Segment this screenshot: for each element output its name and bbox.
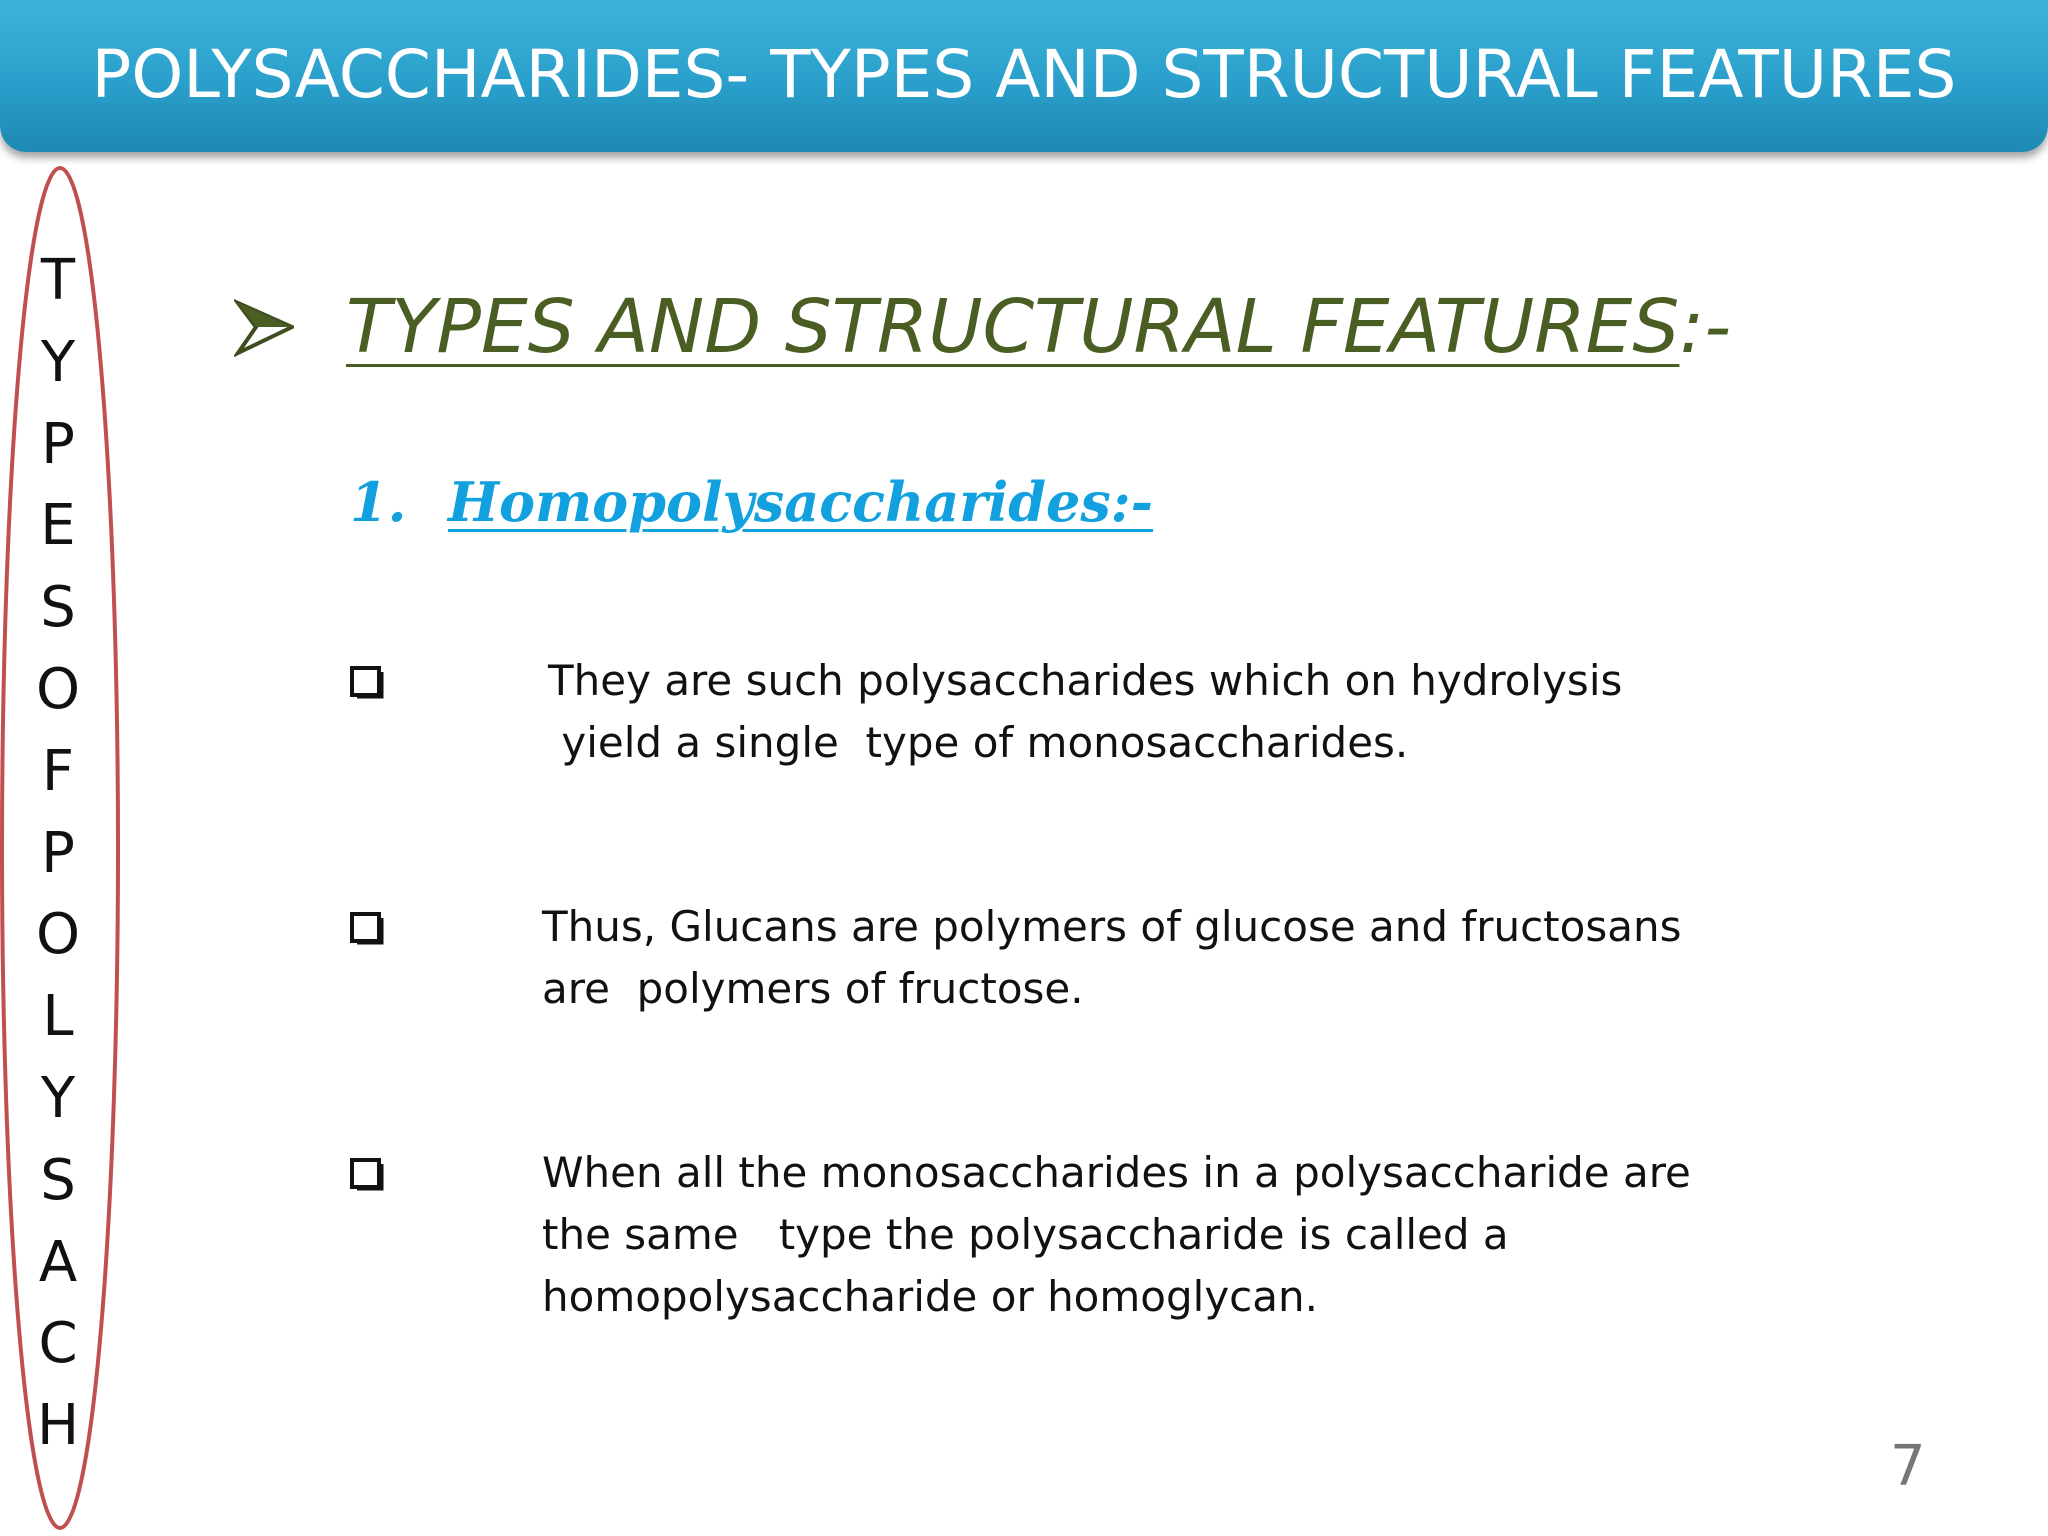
bullet-line: homopolysaccharide or homoglycan. [542,1272,1318,1321]
section-heading: TYPES AND STRUCTURAL FEATURES [346,284,1680,370]
sidebar-letter: C [38,1311,78,1377]
bullet-text [542,896,1681,1020]
checkbox-bullet-icon [348,910,384,946]
sidebar-letter: F [41,738,75,804]
sidebar-letter: Y [40,329,76,395]
sidebar-letter: O [35,902,81,968]
sidebar-letter: H [36,1393,80,1459]
section-heading-row [234,284,1731,370]
bullet-line: are polymers of fructose. [542,964,1084,1013]
bullet-line: yield a single type of monosaccharides. [548,718,1409,767]
checkbox-bullet-icon [348,1156,384,1192]
bullet-item [348,1148,384,1192]
sidebar-letter: S [40,1147,76,1213]
arrow-bullet-icon [234,297,294,357]
sidebar-letter: A [38,1229,78,1295]
bullet-text [548,650,1622,774]
section-heading-suffix: :- [1679,284,1732,370]
sidebar-letter: L [42,984,74,1050]
sidebar-letter: E [40,493,76,559]
sidebar-letter: S [40,575,76,641]
subheading-number: 1. [350,470,407,534]
sidebar-letter: P [41,411,75,477]
sidebar-letter: P [41,820,75,886]
sidebar-vertical-text [18,240,98,1467]
checkbox-bullet-icon [348,664,384,700]
bullet-line: Thus, Glucans are polymers of glucose and fructosans [542,902,1682,951]
slide-title: POLYSACCHARIDES- TYPES AND STRUCTURAL FEATURES [91,36,1957,113]
subheading [350,470,1153,534]
title-bar [0,0,2048,152]
bullet-line: the same type the polysaccharide is called a [542,1210,1509,1259]
sidebar-letter: O [35,656,81,722]
sidebar-letter: Y [40,1065,76,1131]
bullet-line: When all the monosaccharides in a polysaccharide are [542,1148,1691,1197]
bullet-line: They are such polysaccharides which on hydrolysis [548,656,1623,705]
bullet-text [542,1142,1691,1328]
bullet-item [348,656,384,700]
page-number: 7 [1890,1434,1926,1499]
bullet-item [348,902,384,946]
subheading-text: Homopolysaccharides:- [448,470,1154,534]
sidebar-letter: T [40,248,76,313]
